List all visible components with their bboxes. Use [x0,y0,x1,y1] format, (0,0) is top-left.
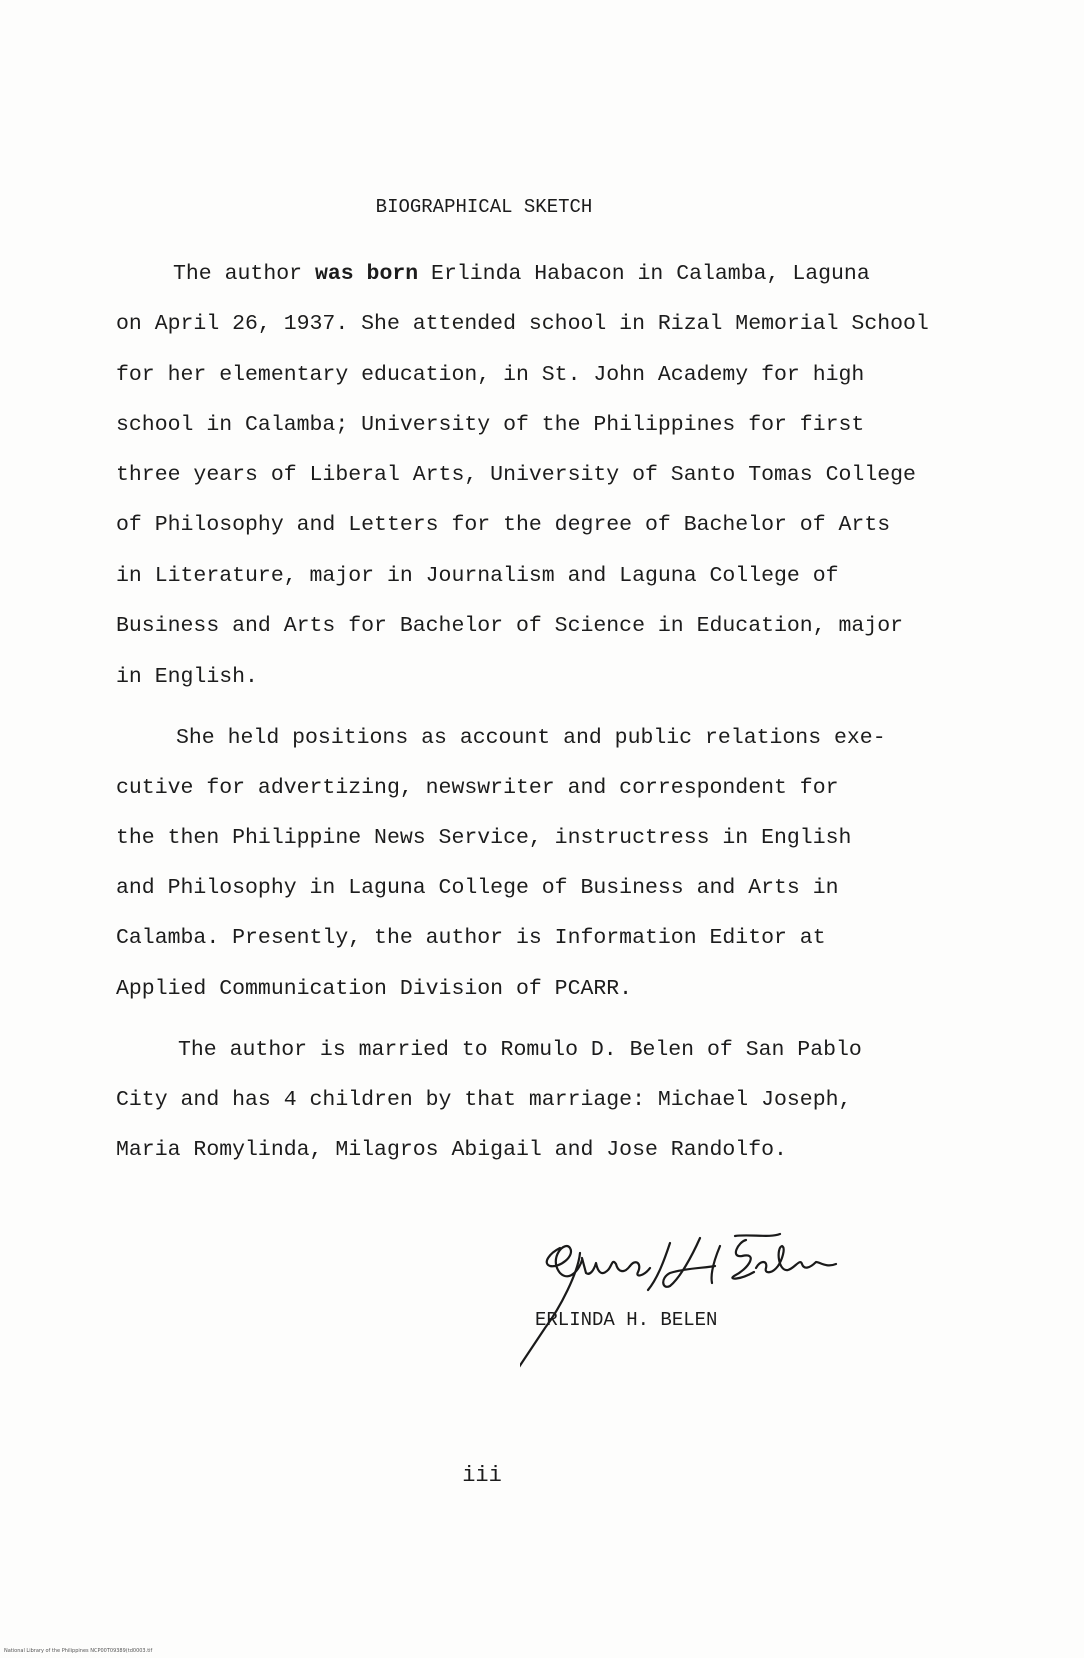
p3-line-3: Maria Romylinda, Milagros Abigail and Jose Randolfo. [116,1138,787,1162]
p1-line-7: in Literature, major in Journalism and Laguna College of [116,564,839,588]
page-title: BIOGRAPHICAL SKETCH [375,196,593,218]
p3-line-2: City and has 4 children by that marriage: Michael Joseph, [116,1088,852,1112]
p1-line-1-pre: The author [173,262,315,286]
p1-line-1 [173,262,870,286]
page-number: iii [462,1463,502,1488]
p1-line-5: three years of Liberal Arts, University of Santo Tomas College [116,463,916,487]
p2-line-2: cutive for advertizing, newswriter and correspondent for [116,776,839,800]
p1-line-4: school in Calamba; University of the Philippines for first [116,413,865,437]
p2-line-5: Calamba. Presently, the author is Information Editor at [116,926,826,950]
handwritten-signature-icon [520,1228,850,1378]
p1-line-1-post: Erlinda Habacon in Calamba, Laguna [418,262,870,286]
p1-line-9: in English. [116,665,258,689]
p1-line-2: on April 26, 1937. She attended school in Rizal Memorial School [116,312,929,336]
p2-line-1: She held positions as account and public relations exe- [176,726,886,750]
p1-line-1-bold: was born [314,262,419,286]
p1-line-8: Business and Arts for Bachelor of Science in Education, major [116,614,904,638]
archive-footer: National Library of the Philippines NCP00T09389(td0003.tif [4,1648,153,1654]
p2-line-6: Applied Communication Division of PCARR. [116,977,633,1001]
p2-line-3: the then Philippine News Service, instructress in English [116,826,852,850]
p2-line-4: and Philosophy in Laguna College of Business and Arts in [116,876,839,900]
p3-line-1: The author is married to Romulo D. Belen of San Pablo [178,1038,862,1062]
p1-line-3: for her elementary education, in St. John Academy for high [116,363,865,387]
signature-name: ERLINDA H. BELEN [535,1309,718,1331]
p1-line-6: of Philosophy and Letters for the degree of Bachelor of Arts [116,513,891,537]
